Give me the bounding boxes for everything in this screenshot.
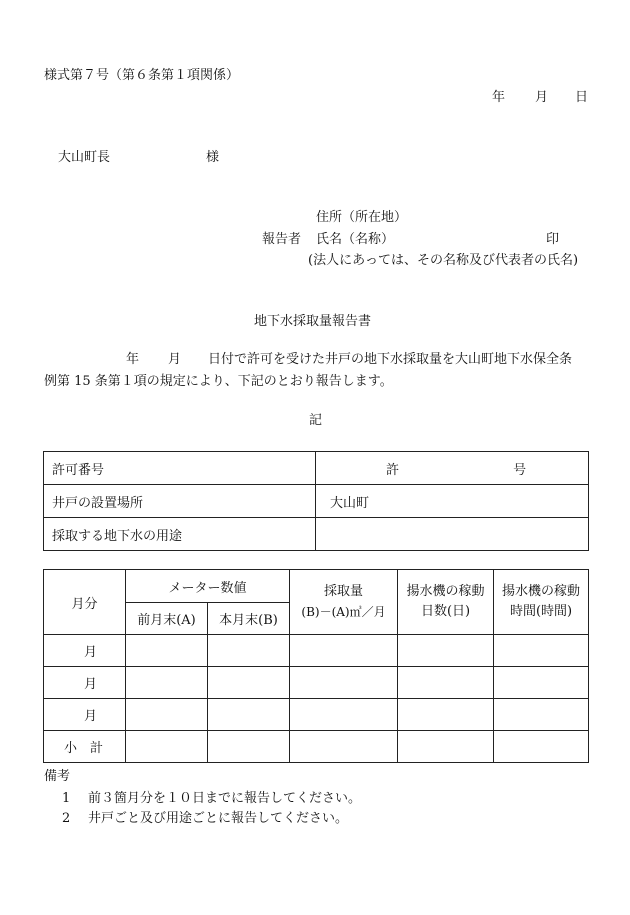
permit-label: 許可番号: [44, 452, 316, 485]
meter-header: メーター数値: [126, 570, 290, 603]
prev-value-cell[interactable]: [126, 667, 208, 699]
form-number: 様式第７号（第６条第１項関係）: [44, 68, 240, 83]
body-year-label: 年: [126, 352, 140, 367]
days-value-cell[interactable]: [398, 699, 494, 731]
volume-table: [43, 569, 589, 763]
days-value-cell[interactable]: [398, 667, 494, 699]
volume-header-line-2: (B)－(A)㎥／月: [301, 605, 386, 619]
row-month-label: 月: [44, 667, 126, 699]
remark-text: 井戸ごと及び用途ごとに報告してください。: [88, 811, 349, 826]
curr-value-cell[interactable]: [208, 699, 290, 731]
prev-month-header: 前月末(A): [126, 603, 208, 635]
prev-value-cell[interactable]: [126, 635, 208, 667]
address-label: 住所（所在地）: [316, 210, 408, 225]
purpose-row: [44, 518, 589, 551]
volume-header-row-1: [44, 570, 589, 603]
permit-suffix: 号: [513, 462, 527, 478]
date-day-label: 日: [575, 90, 589, 105]
purpose-value[interactable]: [316, 518, 589, 551]
document-title: 地下水採取量報告書: [254, 314, 372, 329]
days-header-line-1: 揚水機の稼動: [406, 584, 485, 599]
volume-header-line-1: 採取量: [324, 584, 364, 599]
subtotal-label: 小 計: [44, 731, 126, 763]
table-row: [44, 667, 589, 699]
curr-value-cell[interactable]: [208, 731, 290, 763]
row-month-label: 月: [44, 635, 126, 667]
table-row: [44, 635, 589, 667]
remark-text: 前３箇月分を１０日までに報告してください。: [88, 791, 362, 806]
body-line-1: 日付で許可を受けた井戸の地下水採取量を大山町地下水保全条: [208, 352, 573, 367]
row-month-label: 月: [44, 699, 126, 731]
date-month-label: 月: [535, 90, 549, 105]
remark-number: 1: [62, 791, 71, 806]
corporate-note: (法人にあっては、その名称及び代表者の氏名): [308, 253, 579, 268]
location-row: [44, 485, 589, 518]
remarks-heading: 備考: [44, 769, 71, 784]
hours-value-cell[interactable]: [494, 699, 589, 731]
info-table: [43, 451, 589, 551]
hours-value-cell[interactable]: [494, 635, 589, 667]
volume-value-cell[interactable]: [290, 731, 398, 763]
permit-value-cell[interactable]: [316, 452, 589, 485]
volume-value-cell[interactable]: [290, 667, 398, 699]
name-label: 氏名（名称）: [316, 232, 395, 247]
subtotal-row: [44, 731, 589, 763]
volume-value-cell[interactable]: [290, 635, 398, 667]
permit-row: [44, 452, 589, 485]
body-month-label: 月: [168, 352, 182, 367]
volume-value-cell[interactable]: [290, 699, 398, 731]
curr-month-header: 本月末(B): [208, 603, 290, 635]
body-line-2: 例第 15 条第１項の規定により、下記のとおり報告します。: [44, 374, 393, 389]
days-header: [398, 570, 494, 635]
curr-value-cell[interactable]: [208, 667, 290, 699]
location-label: 井戸の設置場所: [44, 485, 316, 518]
volume-header: [290, 570, 398, 635]
hours-header-line-2: 時間(時間): [509, 604, 573, 619]
recipient-honorific: 様: [206, 150, 220, 165]
reporter-role-label: 報告者: [262, 232, 302, 247]
prev-value-cell[interactable]: [126, 731, 208, 763]
days-value-cell[interactable]: [398, 635, 494, 667]
curr-value-cell[interactable]: [208, 635, 290, 667]
hours-header-line-1: 揚水機の稼動: [502, 584, 581, 599]
date-year-label: 年: [492, 90, 506, 105]
permit-prefix: 許: [386, 462, 400, 478]
purpose-label: 採取する地下水の用途: [44, 518, 316, 551]
hours-value-cell[interactable]: [494, 731, 589, 763]
table-row: [44, 699, 589, 731]
remark-number: 2: [62, 811, 71, 826]
ki-mark: 記: [309, 413, 323, 428]
hours-header: [494, 570, 589, 635]
recipient-name: 大山町長: [58, 150, 111, 165]
hours-value-cell[interactable]: [494, 667, 589, 699]
days-value-cell[interactable]: [398, 731, 494, 763]
prev-value-cell[interactable]: [126, 699, 208, 731]
days-header-line-2: 日数(日): [420, 604, 471, 619]
location-value[interactable]: 大山町: [316, 485, 589, 518]
month-header: 月分: [44, 570, 126, 635]
seal-mark: 印: [546, 232, 560, 247]
